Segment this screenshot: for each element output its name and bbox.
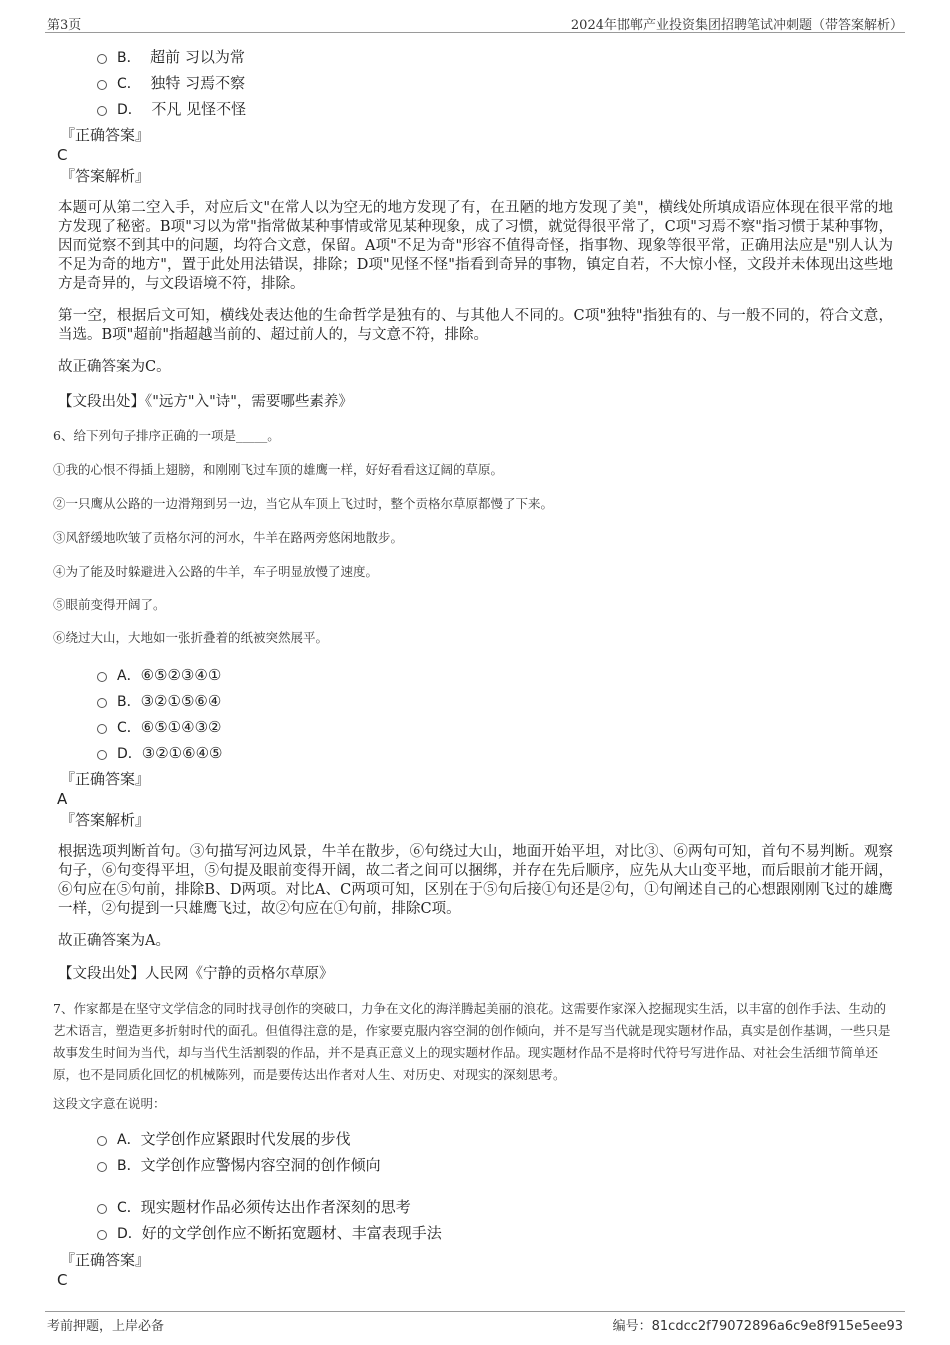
page-footer <box>45 1311 905 1334</box>
q5-analysis-paragraph-2: 第一空，根据后文可知，横线处表达他的生命哲学是独有的、与其他人不同的。C项"独特"指独有的、与一般不同的，符合文意，当选。B项"超前"指超越当前的、超过前人的，与文意不符，排除。 <box>58 308 893 343</box>
q7-option-a[interactable]: A．文学创作应紧跟时代发展的步伐 <box>97 1130 351 1149</box>
q5-option-d[interactable]: D． 不凡 见怪不怪 <box>97 100 246 119</box>
radio-icon[interactable] <box>97 54 107 64</box>
q6-stem: 6、给下列句子排序正确的一项是_____。 <box>53 428 280 443</box>
radio-icon[interactable] <box>97 1136 107 1146</box>
footer-slogan: 考前押题，上岸必备 <box>47 1319 165 1334</box>
q6-answer-label: 『正确答案』 <box>60 770 151 788</box>
q7-prompt: 这段文字意在说明： <box>53 1096 166 1111</box>
document-code <box>613 1315 903 1334</box>
q5-analysis-paragraph-1: 本题可从第二空入手，对应后文"在常人以为空无的地方发现了有，在丑陋的地方发现了美"，横线处所填成语应体现在很平常的地方发现了秘密。B项"习以为常"指常做某种事情或常见某种现象，成了习惯，就觉得很平常了，C项"习焉不察"指习惯于某种事物，因而觉察不到其中的问题，均符合文意，保留。A项"不足为奇"形容不值得奇怪，指事物、现象等很平常，正确用法应是"别人认为不足为奇的地方"，置于此处用法错误，排除；D项"见怪不怪"指看到奇异的事物，镇定自若，不大惊小怪，文段并未体现出这些地方是奇异的，与文段语境不符，排除。 <box>58 200 893 292</box>
q6-option-c[interactable]: C．⑥⑤①④③② <box>97 718 221 737</box>
radio-icon[interactable] <box>97 750 107 760</box>
q5-answer-label: 『正确答案』 <box>60 126 151 144</box>
document-title: 2024年邯郸产业投资集团招聘笔试冲刺题（带答案解析） <box>570 18 903 33</box>
page-number: 第3页 <box>47 18 82 33</box>
code-value: 81cdcc2f79072896a6c9e8f915e5ee93 <box>651 1319 903 1334</box>
q7-answer-label: 『正确答案』 <box>60 1251 151 1269</box>
q6-conclusion: 故正确答案为A。 <box>58 933 170 949</box>
q6-sentence-3: ③风舒缓地吹皱了贡格尔河的河水，牛羊在路两旁悠闲地散步。 <box>53 530 404 545</box>
q7-option-d[interactable]: D．好的文学创作应不断拓宽题材、丰富表现手法 <box>97 1224 442 1243</box>
q6-analysis-paragraph: 根据选项判断首句。③句描写河边风景，牛羊在散步，⑥句绕过大山，地面开始平坦，对比③、⑥两句可知，首句不易判断。观察句子，⑥句变得平坦，⑤句提及眼前变得开阔，故二者之间可以捆绑，并存在先后顺序，应先从大山变平地，而后眼前才能开阔，⑥句应在⑤句前，排除B、D两项。对比A、C两项可知，区别在于⑤句后接①句还是②句，①句阐述自己的心想跟刚刚飞过的雄鹰一样，②句提到一只雄鹰飞过，故②句应在①句前，排除C项。 <box>58 844 893 917</box>
radio-icon[interactable] <box>97 1162 107 1172</box>
q6-sentence-4: ④为了能及时躲避进入公路的牛羊，车子明显放慢了速度。 <box>53 564 379 579</box>
q6-option-b[interactable]: B．③②①⑤⑥④ <box>97 692 221 711</box>
q7-option-c[interactable]: C．现实题材作品必须传达出作者深刻的思考 <box>97 1198 411 1217</box>
q7-answer: C <box>57 1271 68 1289</box>
radio-icon[interactable] <box>97 1230 107 1240</box>
q7-stem: 7、作家都是在坚守文学信念的同时找寻创作的突破口，力争在文化的海洋腾起美丽的浪花。这需要作家深入挖掘现实生活，以丰富的创作手法、生动的艺术语言，塑造更多折射时代的面孔。但值得注意的是，作家要克服内容空洞的创作倾向，并不是写当代就是现实题材作品，真实是创作基调，一些只是故事发生时间为当代，却与当代生活割裂的作品，并不是真正意义上的现实题材作品。现实题材作品不是将时代符号写进作品、对社会生活细节简单还原，也不是同质化回忆的机械陈列，而是要传达出作者对人生、对历史、对现实的深刻思考。 <box>53 1001 891 1082</box>
q6-sentence-5: ⑤眼前变得开阔了。 <box>53 597 166 612</box>
code-label: 编号： <box>612 1319 652 1334</box>
radio-icon[interactable] <box>97 80 107 90</box>
radio-icon[interactable] <box>97 698 107 708</box>
q6-option-d[interactable]: D．③②①⑥④⑤ <box>97 744 222 763</box>
q5-option-c[interactable]: C． 独特 习焉不察 <box>97 74 245 93</box>
q7-option-b[interactable]: B．文学创作应警惕内容空洞的创作倾向 <box>97 1156 381 1175</box>
q5-source: 【文段出处】《"远方"入"诗"，需要哪些素养》 <box>58 394 353 410</box>
q6-sentence-6: ⑥绕过大山，大地如一张折叠着的纸被突然展平。 <box>53 630 329 645</box>
q6-source: 【文段出处】人民网《宁静的贡格尔草原》 <box>58 966 334 982</box>
q5-answer: C <box>57 146 68 164</box>
q5-conclusion: 故正确答案为C。 <box>58 359 171 375</box>
q5-option-b[interactable]: B． 超前 习以为常 <box>97 48 245 67</box>
radio-icon[interactable] <box>97 672 107 682</box>
q6-sentence-2: ②一只鹰从公路的一边滑翔到另一边，当它从车顶上飞过时，整个贡格尔草原都慢了下来。 <box>53 496 554 511</box>
q6-analysis-label: 『答案解析』 <box>60 811 151 829</box>
q6-option-a[interactable]: A．⑥⑤②③④① <box>97 666 221 685</box>
radio-icon[interactable] <box>97 106 107 116</box>
radio-icon[interactable] <box>97 1204 107 1214</box>
q6-sentence-1: ①我的心恨不得插上翅膀，和刚刚飞过车顶的雄鹰一样，好好看看这辽阔的草原。 <box>53 462 504 477</box>
page-header <box>45 12 905 33</box>
q5-analysis-label: 『答案解析』 <box>60 167 151 185</box>
q6-answer: A <box>57 790 68 808</box>
radio-icon[interactable] <box>97 724 107 734</box>
